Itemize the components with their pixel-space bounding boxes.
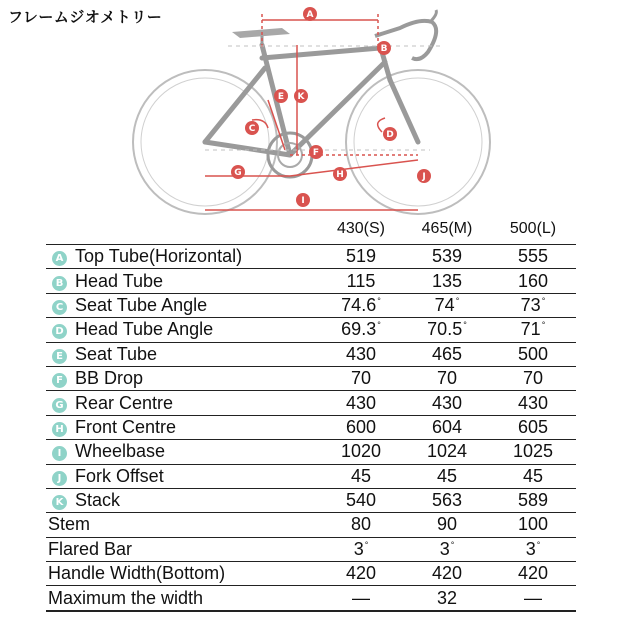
row-label: Fork Offset [75,465,164,486]
row-label-cell [46,537,318,561]
value-cell [318,342,404,366]
value-cell [404,464,490,488]
row-label-cell [46,366,318,390]
row-label-cell [46,269,318,293]
degree-unit: ° [364,539,369,550]
row-label: Rear Centre [75,392,174,413]
value-cell [404,415,490,439]
value-cell [404,366,490,390]
value-text: 115 [346,270,376,291]
value-text: 605 [517,416,549,437]
value-cell [318,269,404,293]
value-cell [318,488,404,512]
marker-f: F [312,148,320,158]
value-cell [318,391,404,415]
marker-badge: J [52,471,67,486]
degree-unit: ° [463,320,467,331]
value-text: 45 [350,465,372,486]
row-label: Wheelbase [75,441,166,462]
degree-unit: ° [377,320,381,331]
value-cell [318,245,404,269]
value-text: 135 [431,270,463,291]
value-cell [318,366,404,390]
row-label: Top Tube(Horizontal) [75,246,243,267]
row-label-cell [46,245,318,269]
row-label-cell [46,342,318,366]
row-label: Stack [75,490,121,511]
marker-j: J [422,172,426,182]
value-text: 70 [350,368,372,389]
value-cell [404,245,490,269]
value-text: 74.6 [341,294,377,315]
row-label: Handle Width(Bottom) [48,563,226,584]
row-label: Flared Bar [48,538,133,559]
table-row [46,562,576,586]
table-row [46,440,576,464]
value-text: 100 [517,514,549,535]
table-row [46,415,576,439]
row-label-cell [46,464,318,488]
value-cell [404,440,490,464]
marker-badge: F [52,373,67,388]
value-cell [318,586,404,610]
row-label-cell [46,488,318,512]
marker-badge: B [52,276,67,291]
value-text: 430 [431,392,463,413]
value-cell [490,513,576,537]
value-text: 420 [431,563,463,584]
value-cell [490,562,576,586]
value-text: 540 [345,490,377,511]
value-cell [318,440,404,464]
value-cell [404,293,490,317]
value-cell [490,586,576,610]
value-cell [490,440,576,464]
value-text: 69.3 [341,319,377,340]
value-text: 3 [439,538,450,559]
value-text: 160 [517,270,549,291]
value-cell [404,562,490,586]
value-text: 420 [345,563,377,584]
value-cell [404,488,490,512]
value-cell [318,513,404,537]
value-cell [404,342,490,366]
marker-c: C [248,124,256,134]
value-text: 519 [345,246,377,267]
degree-unit: ° [541,295,546,306]
value-text: 1025 [512,441,554,462]
marker-g: G [234,168,242,178]
value-cell [490,366,576,390]
row-label: Seat Tube [75,343,158,364]
value-cell [318,293,404,317]
value-cell [404,586,490,610]
value-text: 3 [353,538,364,559]
row-label-cell [46,293,318,317]
value-text: 80 [350,514,372,535]
table-row [46,366,576,390]
marker-e: E [277,92,285,102]
value-text: 430 [345,392,377,413]
marker-badge: A [52,251,67,266]
value-cell [490,537,576,561]
marker-badge: E [52,349,67,364]
page-title: フレームジオメトリー [8,8,163,26]
table-row [46,269,576,293]
value-text: 3 [525,538,536,559]
value-text: 1020 [340,441,382,462]
table-row [46,245,576,269]
value-text: 45 [436,465,458,486]
table-row [46,464,576,488]
value-text: — [352,587,370,608]
value-cell [490,415,576,439]
table-row [46,513,576,537]
table-row [46,488,576,512]
value-text: 430 [517,392,549,413]
value-text: 45 [522,465,544,486]
row-label-cell [46,318,318,342]
value-text: 1024 [426,441,468,462]
value-cell [318,318,404,342]
marker-badge: C [52,300,67,315]
table-row [46,318,576,342]
degree-unit: ° [536,539,541,550]
value-cell [404,391,490,415]
value-text: 70 [522,368,544,389]
value-cell [490,391,576,415]
value-text: 73 [520,294,541,315]
marker-h: H [336,170,344,180]
value-text: 600 [345,416,377,437]
row-label: Maximum the width [48,587,204,608]
value-text: 74 [434,294,455,315]
marker-badge: H [52,422,67,437]
value-text: 465 [431,343,463,364]
value-cell [404,318,490,342]
row-label: BB Drop [75,368,144,389]
marker-a: A [306,10,314,20]
row-label-cell [46,415,318,439]
value-text: 555 [517,246,549,267]
value-text: 420 [517,563,549,584]
degree-unit: ° [455,295,460,306]
value-cell [490,342,576,366]
value-text: 71 [520,319,541,340]
row-label-cell [46,586,318,610]
table-row [46,342,576,366]
value-cell [490,318,576,342]
value-text: 430 [345,343,377,364]
value-cell [490,245,576,269]
value-cell [490,464,576,488]
degree-unit: ° [541,320,546,331]
marker-badge: G [52,398,67,413]
bike-geometry-diagram [0,0,620,215]
value-text: 70 [436,368,458,389]
row-label: Front Centre [75,416,177,437]
value-text: 70.5 [427,319,463,340]
value-text: 90 [436,514,458,535]
size-header-s: 430(S) [336,220,386,237]
value-cell [490,293,576,317]
marker-i: I [301,196,305,206]
marker-k: K [297,92,305,102]
size-header-l: 500(L) [509,220,557,237]
value-cell [318,562,404,586]
table-bottom-rule [46,611,576,612]
marker-badge: D [52,324,67,339]
table-row [46,391,576,415]
value-cell [404,537,490,561]
value-cell [490,269,576,293]
value-cell [404,269,490,293]
row-label-cell [46,391,318,415]
value-cell [318,415,404,439]
value-text: 589 [517,490,549,511]
row-label-cell [46,513,318,537]
row-label: Stem [48,514,91,535]
value-text: 604 [431,416,463,437]
degree-unit: ° [377,295,381,306]
marker-badge: K [52,495,67,510]
table-row [46,537,576,561]
size-header-m: 465(M) [421,220,473,237]
value-cell [318,464,404,488]
table-row [46,586,576,610]
marker-b: B [380,44,388,54]
value-text: 563 [431,490,463,511]
marker-d: D [386,130,394,140]
value-text: 500 [517,343,549,364]
row-label: Seat Tube Angle [75,294,208,315]
marker-badge: I [52,446,67,461]
value-text: 539 [431,246,463,267]
degree-unit: ° [450,539,455,550]
row-label-cell [46,440,318,464]
value-cell [318,537,404,561]
value-cell [490,488,576,512]
row-label-cell [46,562,318,586]
row-label: Head Tube [75,270,164,291]
row-label: Head Tube Angle [75,319,214,340]
geometry-table [46,244,576,611]
table-row [46,293,576,317]
value-text: — [524,587,542,608]
value-cell [404,513,490,537]
value-text: 32 [436,587,458,608]
